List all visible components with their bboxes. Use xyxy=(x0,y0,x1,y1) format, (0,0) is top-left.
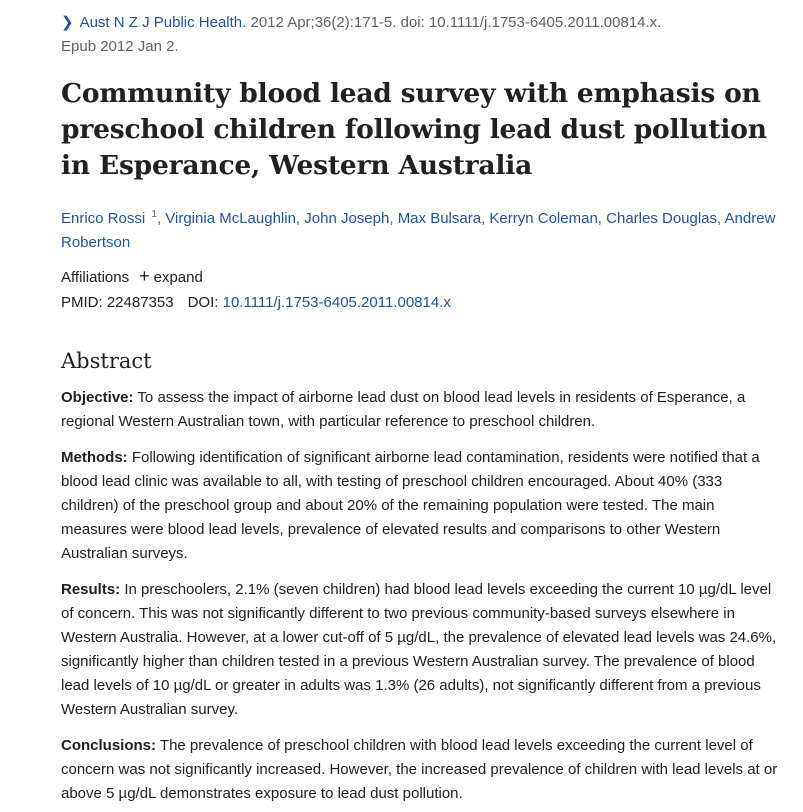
doi-link[interactable]: 10.1111/j.1753-6405.2011.00814.x xyxy=(222,294,451,311)
journal-citation xyxy=(61,11,781,59)
author-link[interactable]: Enrico Rossi xyxy=(61,210,146,227)
pmid-value: 22487353 xyxy=(106,294,174,311)
section-label: Objective: xyxy=(61,389,134,406)
author-link[interactable]: Virginia McLaughlin xyxy=(165,210,296,227)
pmid-label: PMID: xyxy=(61,294,103,311)
author-link[interactable]: Kerryn Coleman xyxy=(489,210,598,227)
section-text: To assess the impact of airborne lead dust on blood lead levels in residents of Esperance, a regional Western Australian town, with particular reference to preschool children. xyxy=(61,389,746,430)
abstract-heading: Abstract xyxy=(61,349,152,373)
expand-label: expand xyxy=(153,269,203,286)
affiliations-toggle[interactable] xyxy=(61,264,203,290)
abstract-conclusions xyxy=(61,734,783,806)
doi-label: DOI: xyxy=(187,294,219,311)
author-link[interactable]: Charles Douglas xyxy=(606,210,718,227)
section-label: Methods: xyxy=(61,449,128,466)
section-text: Following identification of significant airborne lead contamination, residents were notified that a blood lead clinic was available to all, with testing of preschool children encouraged. About 40% (333 children) of the preschool group and about 20% of the remaining population were tested. The main measures were blood lead levels, prevalence of elevated results and comparisons to other Western Australian surveys. xyxy=(61,449,760,562)
section-text: In preschoolers, 2.1% (seven children) had blood lead levels exceeding the current 10 µg/dL level of concern. This was not significantly different to two previous community-based surveys elsewhere in Western Australia. However, at a lower cut-off of 5 µg/dL, the prevalence of elevated lead levels was 24.6%, significantly higher than children tested in a previous Western Australian survey. The prevalence of blood lead levels of 10 µg/dL or greater in adults was 1.3% (26 adults), not significantly different from a previous Western Australian survey. xyxy=(61,581,777,718)
section-label: Results: xyxy=(61,581,121,598)
author-link[interactable]: Max Bulsara xyxy=(397,210,482,227)
citation-details: 2012 Apr;36(2):171-5. doi: 10.1111/j.1753-6405.2011.00814.x. xyxy=(246,14,662,31)
abstract-methods xyxy=(61,446,783,566)
identifiers xyxy=(61,291,451,315)
article-title: Community blood lead survey with emphasis on preschool children following lead dust pollution in Esperance, Western Australia xyxy=(61,78,767,181)
author-link[interactable]: John Joseph xyxy=(304,210,390,227)
chevron-right-icon: ❯ xyxy=(61,14,74,31)
affiliation-ref[interactable]: 1 xyxy=(151,209,157,220)
abstract-objective xyxy=(61,386,783,434)
abstract-results xyxy=(61,578,783,722)
affiliations-label: Affiliations xyxy=(61,269,130,286)
author-link[interactable]: Andrew Robertson xyxy=(61,210,776,251)
section-text: The prevalence of preschool children with blood lead levels exceeding the current level of concern was not significantly increased. However, the increased prevalence of children with lead levels at or above 5 µg/dL demonstrates exposure to lead dust pollution. xyxy=(61,737,778,802)
journal-link[interactable]: Aust N Z J Public Health. xyxy=(79,14,247,31)
epub-date: Epub 2012 Jan 2. xyxy=(61,38,179,55)
author-list: Enrico Rossi $^1$, Virginia McLaughlin, John Joseph, Max Bulsara, Kerryn Coleman, Charles Douglas, Andrew Robertson xyxy=(61,209,776,251)
section-label: Conclusions: xyxy=(61,737,157,754)
plus-icon: + xyxy=(139,266,150,286)
